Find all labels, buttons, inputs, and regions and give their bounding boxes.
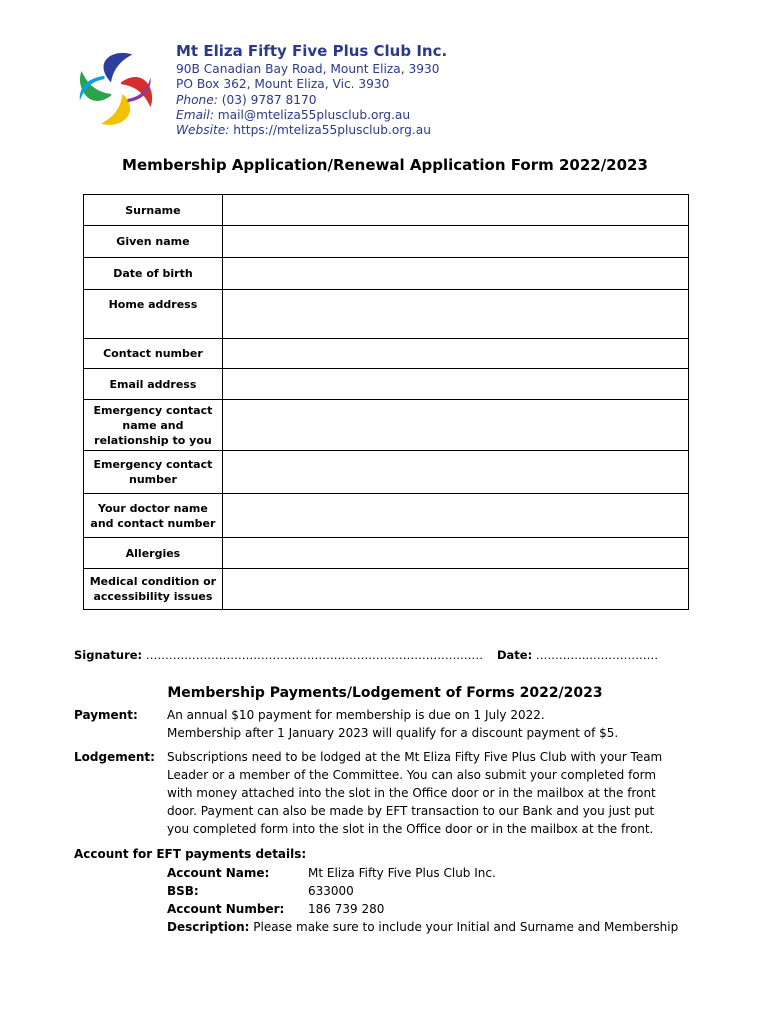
field-row-contact-number [84,339,689,369]
field-row-email-address [84,369,689,400]
field-row-surname [84,195,689,226]
letterhead [70,42,610,138]
date-line[interactable] [497,648,658,662]
description-row [167,920,678,934]
website-label: Website: [176,123,230,138]
contact-number-input[interactable] [222,339,688,369]
email-label: Email: [176,107,214,122]
field-row-allergies [84,538,689,569]
signature-dots: ……………………………………………………………………….…… [145,648,483,662]
field-label: Surname [84,195,223,226]
account-number-label: Account Number: [167,902,285,916]
field-label: Home address [84,290,223,339]
org-name: Mt Eliza Fifty Five Plus Club Inc. [176,42,448,60]
field-label: Emergency contact name and relationship to you [84,400,223,451]
lodgement-label: Lodgement: [74,750,155,764]
phone-value: (03) 9787 8170 [221,92,317,107]
description-label: Description: [167,920,250,934]
field-label: Given name [84,226,223,258]
field-label: Emergency contact number [84,451,223,494]
signature-line[interactable] [74,648,483,662]
payments-section-title: Membership Payments/Lodgement of Forms 2022/2023 [167,685,603,701]
account-name-value: Mt Eliza Fifty Five Plus Club Inc. [308,866,496,880]
phone-label: Phone: [176,92,218,107]
account-number-row [167,902,384,916]
date-label: Date: [497,648,533,662]
field-row-home-address [84,290,689,339]
field-label: Your doctor name and contact number [84,494,223,538]
application-fields-table [83,194,689,610]
org-phone [176,93,447,108]
field-label: Contact number [84,339,223,369]
club-logo [75,48,157,130]
date-dots: …………..……………… [535,648,659,662]
account-name-label: Account Name: [167,866,270,880]
field-row-medical [84,569,689,610]
emergency-number-input[interactable] [222,451,688,494]
field-row-emergency-number [84,451,689,494]
email-address-input[interactable] [222,369,688,400]
form-title: Membership Application/Renewal Application Form 2022/2023 [122,156,648,174]
email-value: mail@mteliza55plusclub.org.au [217,107,411,122]
field-row-doctor [84,494,689,538]
lodgement-text: Subscriptions need to be lodged at the Mt Eliza Fifty Five Plus Club with your Team Leader or a member of the Committee. You can also submit your completed form with money attached into the slot in the Office door or in the mailbox at the front door. Payment can also be made by EFT transaction to our Bank and you just put you completed form into the slot in the Office door or in the mailbox at the front. [167,750,663,836]
allergies-input[interactable] [222,538,688,569]
field-label: Date of birth [84,258,223,290]
emergency-contact-input[interactable] [222,400,688,451]
bsb-value: 633000 [308,884,354,898]
payment-label: Payment: [74,708,138,722]
bsb-label: BSB: [167,884,199,898]
field-row-date-of-birth [84,258,689,290]
org-address-street: 90B Canadian Bay Road, Mount Eliza, 3930 [176,62,440,76]
doctor-input[interactable] [222,494,688,538]
signature-label: Signature: [74,648,143,662]
field-row-given-name [84,226,689,258]
date-of-birth-input[interactable] [222,258,688,290]
payment-text: An annual $10 payment for membership is due on 1 July 2022. Membership after 1 January 2023 will qualify for a discount payment of $5. [167,708,619,740]
org-website [176,123,447,138]
org-address-po-box: PO Box 362, Mount Eliza, Vic. 3930 [176,77,390,92]
org-email [176,108,447,123]
org-details [176,42,447,138]
bsb-row [167,884,354,898]
field-label: Allergies [84,538,223,569]
home-address-input[interactable] [222,290,688,339]
logo-petal-blue [104,53,133,83]
given-name-input[interactable] [222,226,688,258]
description-value: Please make sure to include your Initial and Surname and Membership [253,920,679,934]
field-row-emergency-contact [84,400,689,451]
field-label: Medical condition or accessibility issues [84,569,223,610]
website-value: https://mteliza55plusclub.org.au [233,123,431,138]
medical-condition-input[interactable] [222,569,688,610]
account-name-row [167,866,496,880]
surname-input[interactable] [222,195,688,226]
account-number-value: 186 739 280 [308,902,385,916]
account-heading: Account for EFT payments details: [74,847,307,861]
field-label: Email address [84,369,223,400]
